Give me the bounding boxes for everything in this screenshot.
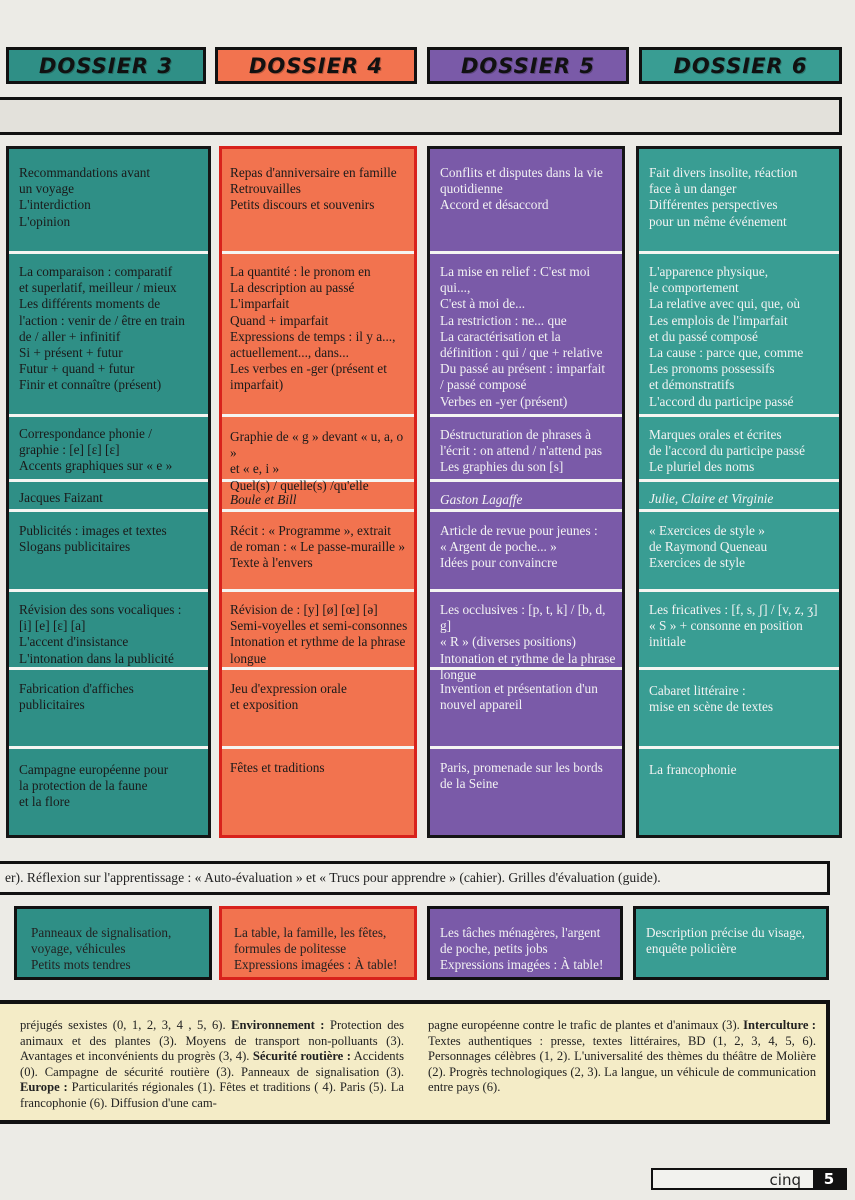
project-cell: Cabaret littéraire : mise en scène de textes	[649, 683, 774, 715]
grammar-cell: La quantité : le pronom en La description au passé L'imparfait Quand + imparfait Expressions de temps : il y a..., actuellement..., dans... Les verbes en -ger (présent et imparfait)	[230, 264, 396, 393]
civilization-cell: Paris, promenade sur les bords de la Seine	[440, 760, 603, 792]
dossier-5-header: DOSSIER 5	[427, 47, 629, 84]
grammar-cell: La mise en relief : C'est moi qui..., C'est à moi de... La restriction : ne... que La caractérisation et la définition : qui / que + relative Du passé au présent : imparfait / passé composé Verbes en -yer (présent)	[440, 264, 606, 409]
lexicon-box-4: La table, la famille, les fêtes, formules de politesse Expressions imagées : À table!	[219, 906, 417, 980]
phonetics-cell: Les occlusives : [p, t, k] / [b, d, g] « R » (diverses positions) Intonation et rythme de la phrase longue	[440, 602, 616, 682]
page-word: cinq	[769, 1171, 801, 1189]
themes-left-column: préjugés sexistes (0, 1, 2, 3, 4 , 5, 6). Environnement : Protection des animaux et des plantes (3). Moyens de transport non-polluants (3). Avantages et inconvénients du progrès (3, 4). Sécurité routière : Accidents (0). Campagne de sécurité routière (3). Panneaux de signalisation (3). Europe : Particularités régionales (1). Fêtes et traditions ( 4). Paris (5). La francophonie (6). Diffusion d'une cam-	[20, 1018, 405, 1110]
phonetics-cell: Révision des sons vocaliques : [i] [e] [ɛ] [a] L'accent d'insistance L'intonation dans la publicité	[19, 602, 182, 666]
spelling-cell: Correspondance phonie / graphie : [e] [ɛ] [ɛ] Accents graphiques sur « e »	[19, 426, 173, 474]
top-banner	[0, 97, 842, 135]
situations-cell: Recommandations avant un voyage L'interdiction L'opinion	[19, 165, 151, 229]
dossier-5-column	[427, 146, 625, 838]
dossier-4-column	[219, 146, 417, 838]
comic-cell: Jacques Faizant	[19, 490, 103, 505]
themes-box	[0, 1000, 830, 1124]
spelling-cell: Graphie de « g » devant « u, a, o » et « e, i » Quel(s) / quelle(s) /qu'elle	[230, 429, 404, 493]
grammar-cell: L'apparence physique, le comportement La relative avec qui, que, où Les emplois de l'imparfait et du passé composé La cause : parce que, comme Les pronoms possessifs et démonstratifs L'accord du participe passé	[649, 264, 804, 409]
spelling-cell: Marques orales et écrites de l'accord du participe passé Le pluriel des noms	[649, 427, 805, 475]
dossier-3-header: DOSSIER 3	[6, 47, 206, 84]
reading-cell: Article de revue pour jeunes : « Argent de poche... » Idées pour convaincre	[440, 523, 598, 571]
dossier-3-column	[6, 146, 211, 838]
comic-cell: Julie, Claire et Virginie	[649, 491, 774, 506]
comic-cell: Gaston Lagaffe	[440, 492, 523, 507]
reading-cell: « Exercices de style » de Raymond Queneau Exercices de style	[649, 523, 768, 571]
situations-cell: Fait divers insolite, réaction face à un danger Différentes perspectives pour un même événement	[649, 165, 798, 229]
civilization-cell: Fêtes et traditions	[230, 760, 325, 775]
dossier-6-column	[636, 146, 842, 838]
civilization-cell: Campagne européenne pour la protection de la faune et la flore	[19, 762, 169, 810]
dossier-4-header: DOSSIER 4	[215, 47, 417, 84]
project-cell: Fabrication d'affiches publicitaires	[19, 681, 134, 713]
comic-cell: Boule et Bill	[230, 492, 297, 507]
dossier-6-header: DOSSIER 6	[639, 47, 842, 84]
page-number: 5	[813, 1170, 845, 1188]
page-footer	[651, 1168, 847, 1190]
lexicon-box-6: Description précise du visage, enquête policière	[633, 906, 829, 980]
reading-cell: Publicités : images et textes Slogans publicitaires	[19, 523, 167, 555]
situations-cell: Repas d'anniversaire en famille Retrouvailles Petits discours et souvenirs	[230, 165, 397, 213]
phonetics-cell: Révision de : [y] [ø] [œ] [ə] Semi-voyelles et semi-consonnes Intonation et rythme de la phrase longue	[230, 602, 408, 666]
reflection-line: er). Réflexion sur l'apprentissage : « Auto-évaluation » et « Trucs pour apprendre » (cahier). Grilles d'évaluation (guide).	[0, 861, 830, 895]
reading-cell: Récit : « Programme », extrait de roman : « Le passe-muraille » Texte à l'envers	[230, 523, 406, 571]
grammar-cell: La comparaison : comparatif et superlatif, meilleur / mieux Les différents moments de l'action : venir de / être en train de / aller + infinitif Si + présent + futur Futur + quand + futur Finir et connaître (présent)	[19, 264, 185, 393]
situations-cell: Conflits et disputes dans la vie quotidienne Accord et désaccord	[440, 165, 603, 213]
lexicon-box-3: Panneaux de signalisation, voyage, véhicules Petits mots tendres	[14, 906, 212, 980]
lexicon-box-5: Les tâches ménagères, l'argent de poche, petits jobs Expressions imagées : À table!	[427, 906, 623, 980]
project-cell: Invention et présentation d'un nouvel appareil	[440, 681, 598, 713]
phonetics-cell: Les fricatives : [f, s, ʃ] / [v, z, ʒ] « S » + consonne en position initiale	[649, 602, 818, 650]
project-cell: Jeu d'expression orale et exposition	[230, 681, 347, 713]
civilization-cell: La francophonie	[649, 762, 737, 777]
themes-right-column: pagne européenne contre le trafic de plantes et d'animaux (3). Interculture : Textes authentiques : presse, textes littéraires, BD (1, 2, 3, 4, 5, 6). Personnages célèbres (1, 2). L'universalité des thèmes du théâtre de Molière (2). Progrès technologiques (2, 3). La langue, un véhicule de communication entre pays (6).	[428, 1018, 816, 1095]
spelling-cell: Déstructuration de phrases à l'écrit : on attend / n'attend pas Les graphies du son [s]	[440, 427, 603, 475]
